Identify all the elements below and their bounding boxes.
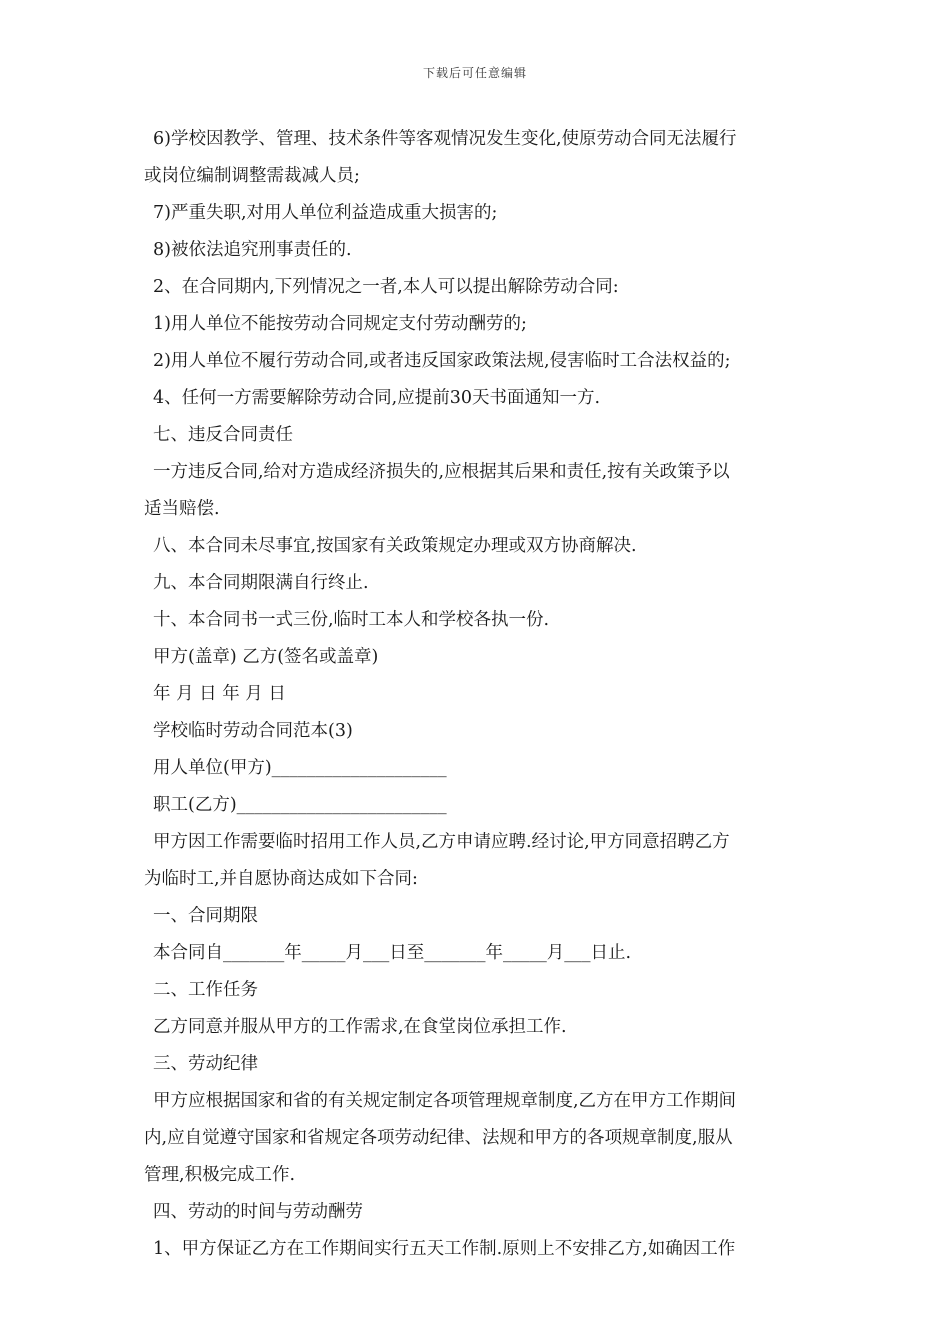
paragraph-line: 学校临时劳动合同范本(3) [153, 721, 353, 741]
paragraph-line: 1、甲方保证乙方在工作期间实行五天工作制.原则上不安排乙方,如确因工作 [153, 1239, 736, 1259]
paragraph-line: 一、合同期限 [153, 906, 258, 926]
paragraph-line: 甲方应根据国家和省的有关规定制定各项管理规章制度,乙方在甲方工作期间 [153, 1091, 737, 1111]
paragraph-line: 本合同自_______年_____月___日至_______年_____月___日止. [153, 943, 632, 963]
paragraph-line: 十、本合同书一式三份,临时工本人和学校各执一份. [153, 610, 550, 630]
paragraph-line: 2)用人单位不履行劳动合同,或者违反国家政策法规,侵害临时工合法权益的; [153, 351, 731, 371]
paragraph-line: 四、劳动的时间与劳动酬劳 [153, 1202, 363, 1222]
paragraph-line: 甲方(盖章) 乙方(签名或盖章) [153, 647, 379, 667]
paragraph-line: 内,应自觉遵守国家和省规定各项劳动纪律、法规和甲方的各项规章制度,服从 [144, 1128, 733, 1148]
paragraph-line: 三、劳动纪律 [153, 1054, 258, 1074]
paragraph-line: 8)被依法追究刑事责任的. [153, 240, 352, 260]
paragraph-line: 七、违反合同责任 [153, 425, 293, 445]
paragraph-line: 年 月 日 年 月 日 [153, 684, 286, 704]
paragraph-line: 2、在合同期内,下列情况之一者,本人可以提出解除劳动合同: [153, 277, 619, 297]
page-header: 下载后可任意编辑 [422, 66, 527, 80]
paragraph-line: 乙方同意并服从甲方的工作需求,在食堂岗位承担工作. [153, 1017, 567, 1037]
paragraph-line: 4、任何一方需要解除劳动合同,应提前30天书面通知一方. [153, 388, 601, 408]
paragraph-line: 甲方因工作需要临时招用工作人员,乙方申请应聘.经讨论,甲方同意招聘乙方 [153, 832, 730, 852]
paragraph-line: 管理,积极完成工作. [144, 1165, 296, 1185]
paragraph-line: 八、本合同未尽事宜,按国家有关政策规定办理或双方协商解决. [153, 536, 637, 556]
paragraph-line: 职工(乙方)________________________ [153, 795, 447, 815]
paragraph-line: 九、本合同期限满自行终止. [153, 573, 369, 593]
paragraph-line: 一方违反合同,给对方造成经济损失的,应根据其后果和责任,按有关政策予以 [153, 462, 730, 482]
paragraph-line: 1)用人单位不能按劳动合同规定支付劳动酬劳的; [153, 314, 527, 334]
paragraph-line: 二、工作任务 [153, 980, 258, 1000]
paragraph-line: 7)严重失职,对用人单位利益造成重大损害的; [153, 203, 498, 223]
paragraph-line: 6)学校因教学、管理、技术条件等客观情况发生变化,使原劳动合同无法履行 [153, 129, 737, 149]
paragraph-line: 用人单位(甲方)____________________ [153, 758, 447, 778]
paragraph-line: 为临时工,并自愿协商达成如下合同: [144, 869, 418, 889]
document-body [144, 121, 810, 1268]
paragraph-line: 适当赔偿. [144, 499, 220, 519]
paragraph-line: 或岗位编制调整需裁减人员; [144, 166, 360, 186]
